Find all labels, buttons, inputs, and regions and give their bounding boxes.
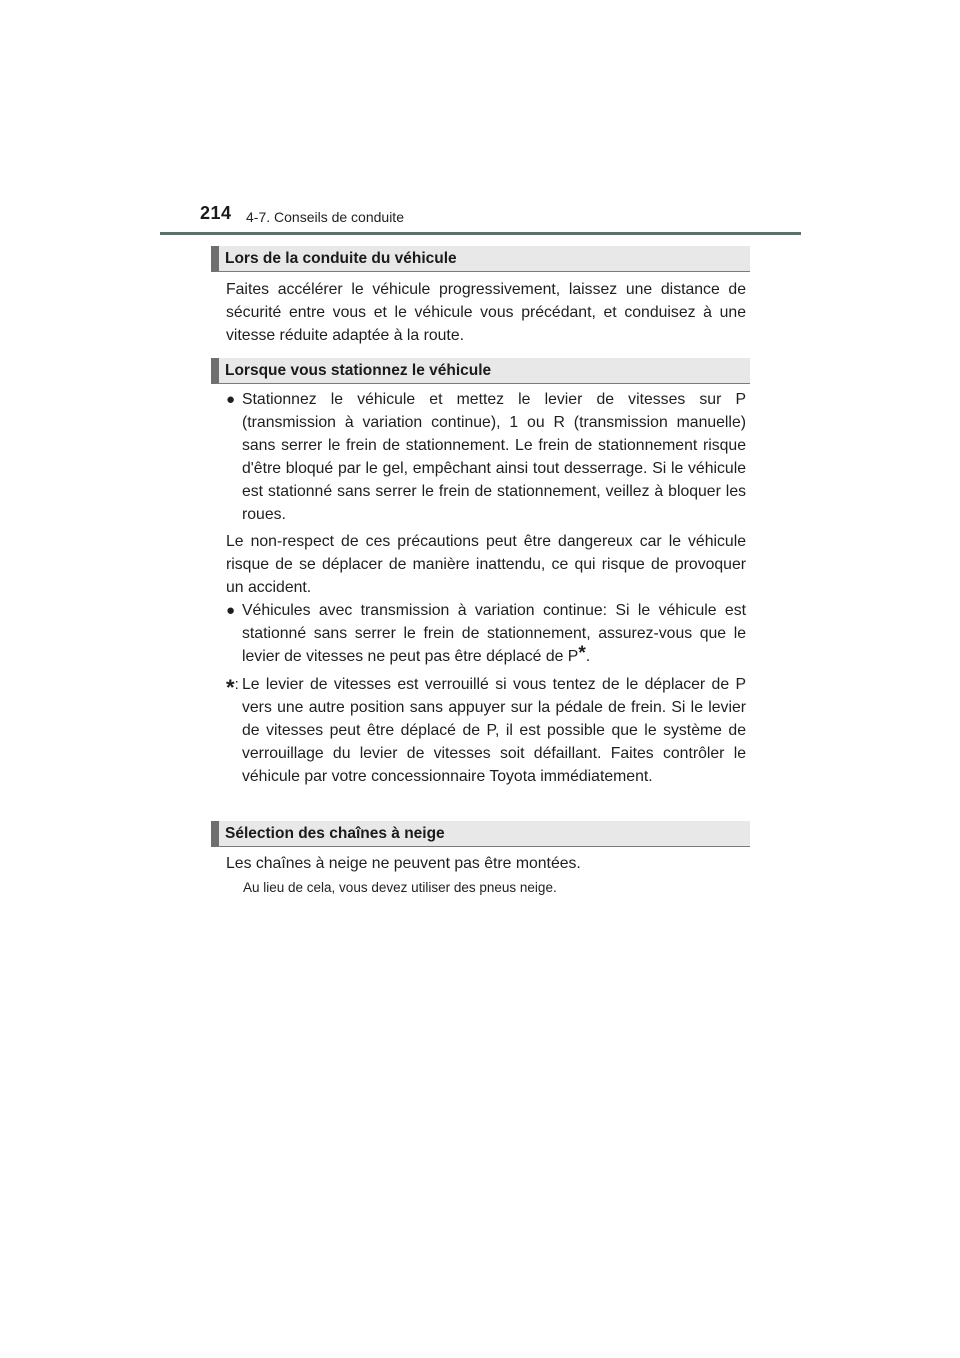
bullet-text: [242, 599, 746, 668]
heading-parking: Lorsque vous stationnez le véhicule: [211, 358, 750, 384]
footnote-star: *: [226, 675, 235, 700]
paragraph-snow-chains: Les chaînes à neige ne peuvent pas être montées.: [226, 855, 581, 872]
page-number: 214: [200, 203, 232, 223]
header-divider: [160, 232, 801, 235]
heading-driving: Lors de la conduite du véhicule: [211, 246, 750, 272]
bullet-cvt-text: Véhicules avec transmission à variation continue: Si le véhicule est stationné sans serrer le frein de stationnement, assurez-vous que le levier de vitesses ne peut pas être déplacé de P: [242, 602, 746, 665]
paragraph-warning: Le non-respect de ces précautions peut être dangereux car le véhicule risque de se déplacer de manière inattendu, ce qui risque de provoquer un accident.: [226, 533, 746, 596]
heading-snow-chains: Sélection des chaînes à neige: [211, 821, 750, 847]
bullet-icon: ●: [226, 602, 236, 619]
note-snow-tires: Au lieu de cela, vous devez utiliser des pneus neige.: [243, 880, 557, 895]
footnote-text: Le levier de vitesses est verrouillé si vous tentez de le déplacer de P vers une autre position sans appuyer sur la pédale de frein. Si le levier de vitesses peut être déplacé de P, il est possible que le système de verrouillage du levier de vitesses soit défaillant. Faites contrôler le véhicule par votre concessionnaire Toyota immédiatement.: [242, 676, 746, 785]
bullet-item-cvt: [226, 599, 746, 668]
footnote-colon: :: [234, 676, 239, 693]
section-title: 4-7. Conseils de conduite: [246, 209, 404, 225]
bullet-item-parking-brake: [226, 388, 746, 526]
footnote-ref: *: [578, 643, 586, 664]
footnote-label: [226, 673, 242, 700]
bullet-icon: ●: [226, 391, 236, 408]
bullet-text: Stationnez le véhicule et mettez le levier de vitesses sur P (transmission à variation continue), 1 ou R (transmission manuelle) sans serrer le frein de stationnement. Le frein de stationnement risque d'être bloqué par le gel, empêchant ainsi tout desserrage. Si le véhicule est stationné sans serrer le frein de stationnement, veillez à bloquer les roues.: [242, 391, 746, 523]
paragraph-driving: Faites accélérer le véhicule progressivement, laissez une distance de sécurité entre vous et le véhicule vous précédant, et conduisez à une vitesse réduite adaptée à la route.: [226, 281, 746, 344]
bullet-cvt-end: .: [585, 648, 591, 665]
footnote: [226, 673, 746, 788]
